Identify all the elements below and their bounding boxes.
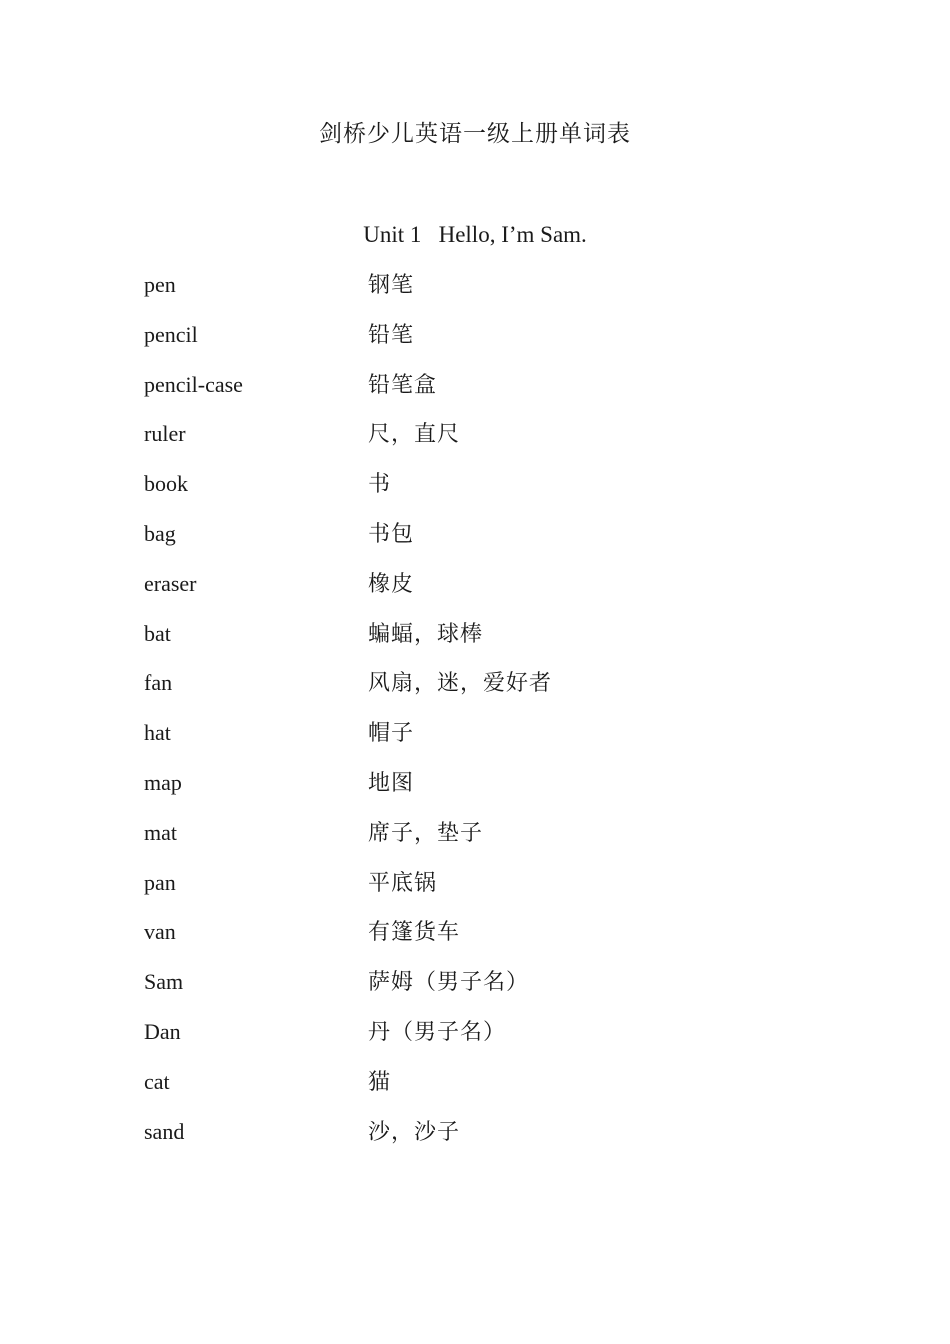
vocab-word: eraser — [144, 570, 197, 596]
vocab-word: bag — [144, 520, 176, 546]
vocab-meaning: 蝙蝠，球棒 — [368, 620, 484, 646]
vocab-meaning: 丹（男子名） — [368, 1018, 507, 1044]
vocab-row — [144, 568, 844, 618]
vocab-word: sand — [144, 1118, 185, 1144]
vocab-row — [144, 966, 844, 1016]
vocab-word: pan — [144, 869, 176, 895]
vocab-meaning: 萨姆（男子名） — [368, 969, 530, 995]
vocab-meaning: 有篷货车 — [368, 919, 461, 945]
vocab-row — [144, 767, 844, 817]
vocab-row — [144, 1116, 844, 1166]
vocab-row — [144, 518, 844, 568]
vocab-meaning: 猫 — [368, 1068, 392, 1094]
vocab-meaning: 尺，直尺 — [368, 421, 461, 447]
vocab-word: hat — [144, 720, 171, 746]
vocab-word: ruler — [144, 421, 186, 447]
vocab-meaning: 橡皮 — [368, 570, 415, 596]
vocab-meaning: 沙，沙子 — [368, 1118, 461, 1144]
vocab-word: pencil — [144, 321, 198, 347]
vocab-meaning: 钢笔 — [368, 272, 415, 297]
vocab-row — [144, 418, 844, 468]
vocab-row — [144, 817, 844, 867]
vocab-row — [144, 369, 844, 419]
vocab-row — [144, 1066, 844, 1116]
vocab-row — [144, 319, 844, 369]
vocab-meaning: 席子，垫子 — [368, 819, 484, 845]
vocab-word: book — [144, 471, 188, 497]
vocab-word: pencil-case — [144, 371, 243, 397]
vocabulary-list — [144, 269, 844, 1165]
vocab-word: cat — [144, 1068, 170, 1094]
vocab-meaning: 书 — [368, 471, 392, 497]
vocab-row — [144, 468, 844, 518]
vocab-word: Sam — [144, 969, 184, 995]
vocab-meaning: 风扇，迷，爱好者 — [368, 670, 553, 696]
vocab-meaning: 帽子 — [368, 720, 415, 746]
vocab-word: map — [144, 769, 182, 795]
vocab-meaning: 铅笔盒 — [368, 371, 438, 397]
vocab-row — [144, 717, 844, 767]
document-title: 剑桥少儿英语一级上册单词表 — [319, 121, 631, 146]
vocab-row — [144, 916, 844, 966]
vocab-row — [144, 867, 844, 917]
unit-heading: Unit 1 Hello, I’m Sam. — [363, 222, 587, 247]
vocab-meaning: 铅笔 — [368, 321, 415, 347]
vocab-row — [144, 269, 844, 319]
vocab-word: fan — [144, 670, 173, 696]
vocab-word: bat — [144, 620, 171, 646]
vocab-meaning: 平底锅 — [368, 869, 438, 895]
vocab-word: pen — [144, 272, 176, 297]
vocab-row — [144, 1016, 844, 1066]
vocab-meaning: 书包 — [368, 520, 415, 546]
vocab-meaning: 地图 — [368, 769, 415, 795]
vocab-word: van — [144, 919, 176, 945]
vocab-word: mat — [144, 819, 177, 845]
vocab-word: Dan — [144, 1018, 181, 1044]
vocab-row — [144, 618, 844, 668]
vocab-row — [144, 667, 844, 717]
